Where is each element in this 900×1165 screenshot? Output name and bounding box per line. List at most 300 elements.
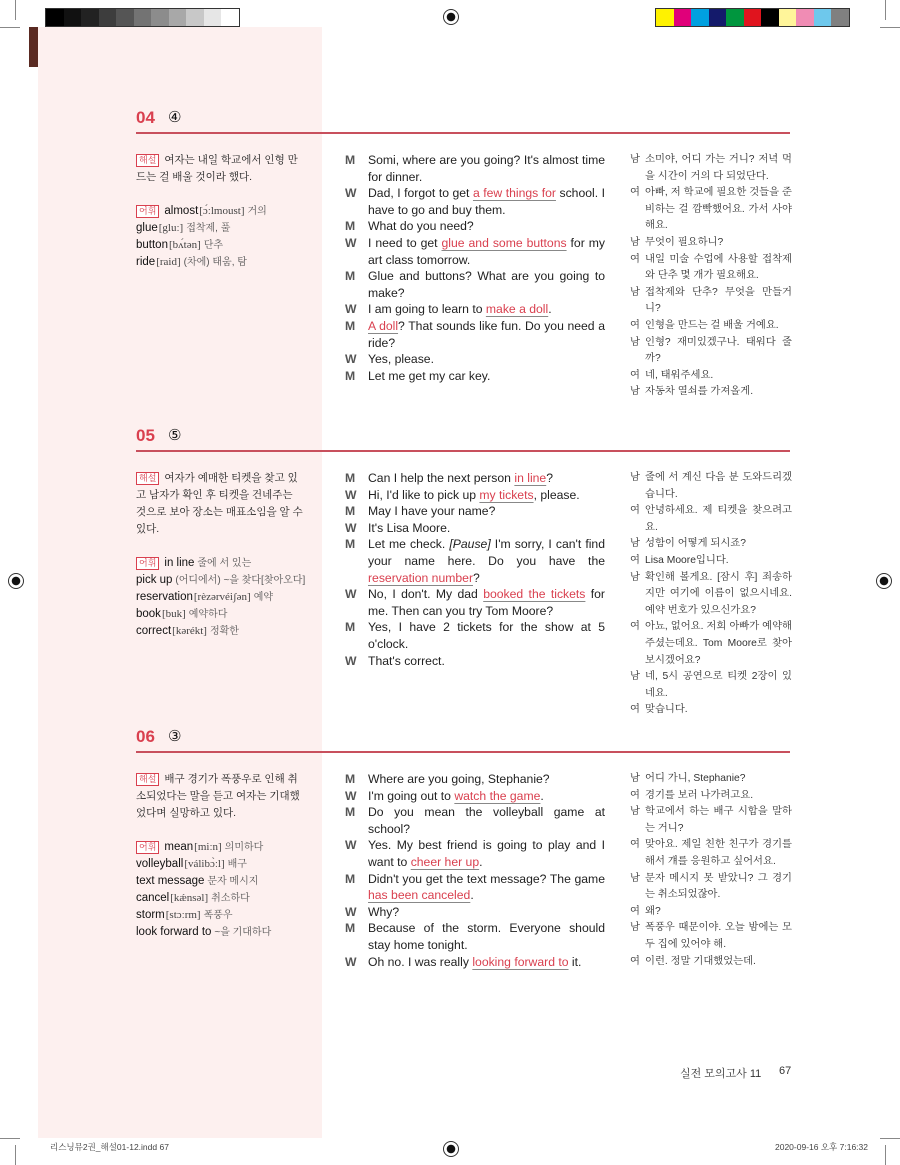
slug-filename: 리스닝뮤2권_해설01-12.indd 67 bbox=[50, 1142, 169, 1152]
vocab-word: correct bbox=[136, 625, 172, 637]
dialog-segment: Somi, where are you going? It's almost time for dinner. bbox=[368, 153, 605, 184]
grayscale-color-bar bbox=[45, 8, 240, 27]
translation-line bbox=[630, 368, 792, 385]
dialog-text bbox=[368, 871, 605, 904]
translation-line bbox=[630, 804, 792, 837]
translation-text: 아빠, 저 학교에 필요한 것들을 준비하는 걸 깜빡했어요. 가서 사야 해요. bbox=[645, 187, 792, 232]
color-swatch bbox=[814, 9, 832, 26]
vocab-word: pick up bbox=[136, 574, 173, 586]
crop-mark bbox=[0, 27, 20, 28]
vocab-item bbox=[136, 237, 304, 254]
vocab-meaning: (차에) 태움, 탐 bbox=[183, 257, 247, 268]
dialog-text bbox=[368, 788, 605, 805]
dialog-segment: it. bbox=[568, 954, 582, 969]
question-number: 06 bbox=[136, 727, 155, 746]
translation-text: 소미야, 어디 가는 거니? 저녁 먹을 시간이 거의 다 되었단다. bbox=[645, 154, 792, 182]
vocab-meaning: 예약하다 bbox=[188, 609, 228, 620]
vocab-item bbox=[136, 623, 304, 640]
dialog-text bbox=[368, 771, 605, 788]
answer-choice: ③ bbox=[168, 728, 182, 745]
dialog-text bbox=[368, 503, 605, 520]
speaker-label-korean: 여 bbox=[630, 369, 640, 381]
dialog-text bbox=[368, 653, 605, 670]
dialog-line bbox=[345, 487, 605, 504]
vocab-meaning: ~을 기대하다 bbox=[214, 927, 272, 938]
vocab-meaning: 줄에 서 있는 bbox=[197, 558, 252, 569]
explanation-text bbox=[136, 470, 304, 538]
vocab-word: in line bbox=[164, 557, 195, 569]
color-swatch bbox=[64, 9, 82, 26]
speaker-label-korean: 여 bbox=[630, 505, 640, 517]
speaker-label: W bbox=[345, 186, 357, 201]
color-swatch bbox=[46, 9, 64, 26]
slug-datetime: 2020-09-16 오후 7:16:32 bbox=[775, 1142, 868, 1152]
vocab-meaning: 단추 bbox=[203, 240, 224, 251]
dialog-text bbox=[368, 185, 605, 218]
dialog-line bbox=[345, 351, 605, 368]
dialog-line bbox=[345, 837, 605, 870]
dialog-line bbox=[345, 301, 605, 318]
translation-text: 이런. 정말 기대했었는데. bbox=[645, 955, 756, 967]
speaker-label: M bbox=[345, 805, 356, 820]
vocab-word: look forward to bbox=[136, 926, 212, 938]
color-swatch bbox=[204, 9, 222, 26]
vocab-word: volleyball bbox=[136, 858, 184, 870]
question-number: 05 bbox=[136, 426, 155, 445]
color-swatch bbox=[151, 9, 169, 26]
vocab-pronunciation: [raid] bbox=[156, 256, 181, 268]
speaker-label-korean: 남 bbox=[630, 286, 640, 298]
vocab-word: almost bbox=[164, 205, 199, 217]
speaker-label: W bbox=[345, 302, 357, 317]
vocab-item bbox=[136, 606, 304, 623]
vocab-pronunciation: [gluː] bbox=[158, 222, 184, 234]
dialog-line bbox=[345, 920, 605, 953]
color-swatch bbox=[709, 9, 727, 26]
speaker-label-korean: 여 bbox=[630, 187, 640, 199]
translation-line bbox=[630, 252, 792, 285]
dialog-segment: . bbox=[479, 854, 483, 869]
explanation-column bbox=[136, 470, 304, 640]
translation-line bbox=[630, 536, 792, 553]
explanation-body: 여자는 내일 학교에서 인형 만드는 걸 배울 것이라 했다. bbox=[136, 154, 298, 183]
vocab-meaning: (어디에서) ~을 찾다[찾아오다] bbox=[175, 575, 306, 586]
vocab-word: book bbox=[136, 608, 161, 620]
speaker-label: M bbox=[345, 318, 356, 333]
color-swatch bbox=[691, 9, 709, 26]
dialog-segment: I'm sorry, I can't find your name here. Do you have the bbox=[368, 537, 605, 568]
key-phrase: reservation number bbox=[368, 570, 473, 585]
color-swatch bbox=[656, 9, 674, 26]
registration-mark-icon bbox=[443, 1141, 459, 1157]
vocab-meaning: 의미하다 bbox=[224, 842, 264, 853]
spacer bbox=[136, 186, 304, 203]
vocab-item bbox=[136, 873, 304, 890]
speaker-label-korean: 여 bbox=[630, 319, 640, 331]
dialog-segment: Oh no. I was really bbox=[368, 954, 473, 969]
speaker-label-korean: 남 bbox=[630, 472, 640, 483]
speaker-label-korean: 남 bbox=[630, 671, 640, 683]
dialog-segment: Do you mean the volleyball game at school? bbox=[368, 805, 605, 836]
key-phrase: in line bbox=[514, 471, 547, 485]
key-phrase: A doll bbox=[368, 318, 399, 333]
dialog-segment: for my art class tomorrow. bbox=[368, 235, 605, 267]
dialog-line bbox=[345, 871, 605, 904]
dialog-text bbox=[368, 301, 605, 318]
color-swatch bbox=[779, 9, 797, 26]
vocab-item bbox=[136, 203, 304, 220]
korean-translation bbox=[630, 771, 792, 970]
translation-text: 학교에서 하는 배구 시합을 말하는 거니? bbox=[645, 806, 792, 834]
page-spine-mark bbox=[29, 27, 38, 67]
dialog-line bbox=[345, 152, 605, 185]
color-swatch bbox=[99, 9, 117, 26]
vocab-pronunciation: [ɔ́ːlmoust] bbox=[199, 205, 245, 217]
dialog-line bbox=[345, 804, 605, 837]
translation-line bbox=[630, 771, 792, 788]
vocab-meaning: 폭풍우 bbox=[203, 910, 233, 921]
dialog-segment: , please. bbox=[533, 487, 580, 502]
vocab-item bbox=[136, 572, 304, 589]
vocab-word: reservation bbox=[136, 591, 193, 603]
vocab-item bbox=[136, 589, 304, 606]
translation-line bbox=[630, 570, 792, 620]
cmyk-color-bar bbox=[655, 8, 850, 27]
vocab-word: glue bbox=[136, 222, 158, 234]
vocab-meaning: 문자 메시지 bbox=[207, 876, 259, 887]
key-phrase: make a doll bbox=[485, 302, 549, 317]
speaker-label-korean: 남 bbox=[630, 806, 640, 818]
translation-line bbox=[630, 837, 792, 870]
vocab-meaning: 거의 bbox=[247, 206, 267, 217]
explanation-body: 여자가 예매한 티켓을 찾고 있고 남자가 확인 후 티켓을 건네주는 것으로 보아 장소는 매표소임을 알 수 있다. bbox=[136, 472, 303, 535]
vocab-word: ride bbox=[136, 256, 156, 268]
speaker-label-korean: 남 bbox=[630, 336, 640, 348]
vocab-pronunciation: [kǽnsəl] bbox=[170, 892, 209, 904]
explanation-tag: 해설 bbox=[136, 472, 159, 485]
dialog-segment: Yes. My best friend is going to play and I want to bbox=[368, 838, 605, 869]
dialog-segment: No, I don't. My dad bbox=[368, 587, 484, 602]
translation-text: 문자 메시지 못 받았니? 그 경기는 취소되었잖아. bbox=[645, 872, 792, 901]
crop-mark bbox=[885, 1145, 886, 1165]
key-phrase: watch the game bbox=[454, 788, 541, 803]
translation-line bbox=[630, 384, 792, 401]
dialog-segment: Didn't you get the text message? The game bbox=[368, 871, 605, 886]
dialog-text bbox=[368, 536, 605, 586]
dialog-segment: ? That sounds like fun. Do you need a ride? bbox=[368, 318, 605, 350]
color-swatch bbox=[186, 9, 204, 26]
speaker-label: W bbox=[345, 838, 357, 853]
crop-mark bbox=[15, 0, 16, 20]
dialog-segment: school. I have to go and buy them. bbox=[368, 186, 605, 217]
vocab-word: cancel bbox=[136, 892, 170, 904]
vocab-item bbox=[136, 220, 304, 237]
dialog-segment: [Pause] bbox=[449, 537, 491, 552]
translation-text: 네, 5시 공연으로 티켓 2장이 있네요. bbox=[645, 671, 792, 699]
key-phrase: cheer her up bbox=[410, 854, 480, 869]
registration-mark-icon bbox=[443, 9, 459, 25]
translation-line bbox=[630, 669, 792, 702]
color-swatch bbox=[831, 9, 849, 26]
dialog-segment: . bbox=[540, 788, 544, 803]
dialog-line bbox=[345, 368, 605, 385]
translation-line bbox=[630, 152, 792, 185]
crop-mark bbox=[880, 27, 900, 28]
explanation-tag: 해설 bbox=[136, 773, 159, 786]
translation-text: 성함이 어떻게 되시죠? bbox=[645, 538, 746, 550]
explanation-text bbox=[136, 771, 304, 822]
speaker-label: W bbox=[345, 352, 357, 367]
translation-line bbox=[630, 619, 792, 669]
dialog-text bbox=[368, 619, 605, 652]
translation-line bbox=[630, 553, 792, 570]
dialog-text bbox=[368, 351, 605, 368]
dialog-segment: That's correct. bbox=[368, 653, 445, 668]
translation-text: 아뇨, 없어요. 저희 아빠가 예약해 주셨는데요. Tom Moore로 찾아보시겠어요? bbox=[645, 621, 792, 666]
crop-mark bbox=[880, 1138, 900, 1139]
dialog-text bbox=[368, 954, 605, 971]
dialog-segment: Let me check. bbox=[368, 537, 450, 552]
speaker-label: W bbox=[345, 587, 357, 602]
dialog-text bbox=[368, 837, 605, 870]
vocab-pronunciation: [buk] bbox=[161, 608, 186, 620]
speaker-label-korean: 여 bbox=[630, 621, 640, 633]
korean-translation bbox=[630, 152, 792, 401]
key-phrase: a few things for bbox=[472, 186, 556, 201]
vocab-item bbox=[136, 839, 304, 856]
translation-line bbox=[630, 185, 792, 235]
speaker-label-korean: 여 bbox=[630, 253, 640, 265]
speaker-label: M bbox=[345, 772, 356, 786]
dialog-text bbox=[368, 586, 605, 619]
translation-line bbox=[630, 318, 792, 335]
section-header bbox=[136, 727, 790, 753]
key-phrase: looking forward to bbox=[472, 954, 569, 969]
speaker-label-korean: 여 bbox=[630, 839, 640, 851]
explanation-body: 배구 경기가 폭풍우로 인해 취소되었다는 말을 듣고 여자는 기대했었다며 실망하고 있다. bbox=[136, 773, 300, 819]
translation-text: 경기를 보러 나가려고요. bbox=[645, 789, 754, 801]
speaker-label-korean: 남 bbox=[630, 236, 640, 248]
dialog-text bbox=[368, 318, 605, 351]
translation-text: 안녕하세요. 제 티켓을 찾으려고요. bbox=[645, 505, 792, 533]
vocab-pronunciation: [miːn] bbox=[194, 841, 222, 853]
vocab-meaning: 정확한 bbox=[209, 626, 239, 637]
color-swatch bbox=[761, 9, 779, 26]
vocab-item bbox=[136, 890, 304, 907]
speaker-label: M bbox=[345, 153, 356, 167]
speaker-label: M bbox=[345, 368, 356, 383]
dialog-segment: Glue and buttons? What are you going to make? bbox=[368, 269, 605, 300]
dialog-text bbox=[368, 520, 605, 537]
dialog-line bbox=[345, 619, 605, 652]
translation-line bbox=[630, 285, 792, 318]
dialog-segment: Because of the storm. Everyone should stay home tonight. bbox=[368, 921, 605, 952]
dialog-line bbox=[345, 268, 605, 301]
dialog-line bbox=[345, 536, 605, 586]
speaker-label-korean: 여 bbox=[630, 554, 640, 566]
vocab-word: text message bbox=[136, 875, 205, 887]
color-swatch bbox=[134, 9, 152, 26]
dialog-line bbox=[345, 470, 605, 487]
dialog-segment: ? bbox=[546, 471, 553, 485]
speaker-label: M bbox=[345, 921, 356, 936]
dialog-segment: Why? bbox=[368, 904, 400, 919]
dialog-line bbox=[345, 235, 605, 268]
dialog-segment: Hi, I'd like to pick up bbox=[368, 487, 480, 502]
vocab-tag: 어휘 bbox=[136, 841, 159, 854]
translation-text: 인형을 만드는 걸 배울 거예요. bbox=[645, 319, 779, 331]
answer-choice: ④ bbox=[168, 109, 182, 126]
page-number: 67 bbox=[779, 1065, 792, 1077]
dialog-text bbox=[368, 368, 605, 385]
english-dialog bbox=[345, 152, 605, 384]
dialog-line bbox=[345, 954, 605, 971]
translation-line bbox=[630, 954, 792, 971]
translation-text: 네, 태워주세요. bbox=[645, 369, 714, 381]
key-phrase: glue and some buttons bbox=[441, 235, 567, 250]
speaker-label: M bbox=[345, 504, 356, 519]
speaker-label-korean: 여 bbox=[630, 704, 640, 716]
translation-text: 내일 미술 수업에 사용할 접착제와 단추 몇 개가 필요해요. bbox=[645, 253, 792, 282]
dialog-line bbox=[345, 185, 605, 218]
dialog-text bbox=[368, 470, 605, 487]
color-swatch bbox=[221, 9, 239, 26]
key-phrase: booked the tickets bbox=[483, 587, 586, 602]
translation-line bbox=[630, 335, 792, 368]
dialog-segment: It's Lisa Moore. bbox=[368, 520, 451, 535]
speaker-label-korean: 남 bbox=[630, 386, 640, 398]
speaker-label: M bbox=[345, 620, 356, 635]
dialog-segment: I need to get bbox=[368, 235, 442, 250]
dialog-segment: . bbox=[470, 888, 474, 903]
vocab-item bbox=[136, 254, 304, 271]
translation-line bbox=[630, 235, 792, 252]
dialog-text bbox=[368, 152, 605, 185]
speaker-label-korean: 남 bbox=[630, 872, 640, 884]
translation-line bbox=[630, 871, 792, 904]
speaker-label: W bbox=[345, 520, 357, 535]
translation-text: 맞습니다. bbox=[645, 704, 688, 716]
speaker-label-korean: 남 bbox=[630, 154, 640, 165]
dialog-line bbox=[345, 653, 605, 670]
vocab-pronunciation: [rèzərvéiʃən] bbox=[193, 591, 251, 603]
color-swatch bbox=[744, 9, 762, 26]
vocab-tag: 어휘 bbox=[136, 557, 159, 570]
vocab-word: mean bbox=[164, 841, 194, 853]
translation-text: 확인해 볼게요. [잠시 후] 죄송하지만 여기에 이름이 없으시네요. 예약 번호가 있으신가요? bbox=[645, 571, 792, 616]
crop-mark bbox=[15, 1145, 16, 1165]
footer-test-title: 실전 모의고사 11 bbox=[680, 1068, 762, 1080]
translation-text: 자동차 열쇠를 가져올게. bbox=[645, 386, 754, 398]
dialog-text bbox=[368, 920, 605, 953]
translation-text: 줄에 서 계신 다음 분 도와드리겠습니다. bbox=[645, 472, 792, 500]
dialog-segment: I am going to learn to bbox=[368, 302, 486, 317]
speaker-label-korean: 여 bbox=[630, 955, 640, 967]
translation-line bbox=[630, 788, 792, 805]
vocab-word: button bbox=[136, 239, 168, 251]
translation-line bbox=[630, 470, 792, 503]
dialog-segment: Dad, I forgot to get bbox=[368, 186, 473, 201]
translation-text: 폭풍우 때문이야. 오늘 밤에는 모두 집에 있어야 해. bbox=[645, 922, 792, 950]
speaker-label-korean: 남 bbox=[630, 571, 640, 583]
vocab-meaning: 예약 bbox=[253, 592, 274, 603]
vocab-meaning: 취소하다 bbox=[211, 893, 250, 904]
vocab-pronunciation: [válibɔ̀ːl] bbox=[184, 858, 225, 870]
vocab-tag: 어휘 bbox=[136, 205, 159, 218]
dialog-line bbox=[345, 771, 605, 788]
dialog-text bbox=[368, 218, 605, 235]
dialog-line bbox=[345, 788, 605, 805]
vocab-item bbox=[136, 924, 304, 941]
dialog-line bbox=[345, 318, 605, 351]
dialog-segment: Let me get my car key. bbox=[368, 368, 491, 383]
dialog-segment: for me. Then can you try Tom Moore? bbox=[368, 587, 605, 618]
registration-mark-icon bbox=[8, 573, 24, 589]
english-dialog bbox=[345, 771, 605, 970]
speaker-label: M bbox=[345, 471, 356, 485]
dialog-segment: Where are you going, Stephanie? bbox=[368, 772, 550, 786]
vocab-meaning: 접착제, 풀 bbox=[186, 223, 231, 234]
dialog-line bbox=[345, 503, 605, 520]
vocab-pronunciation: [bʌ́tən] bbox=[168, 239, 201, 251]
vocab-pronunciation: [kərékt] bbox=[172, 625, 207, 637]
key-phrase: has been canceled bbox=[368, 888, 471, 903]
speaker-label: W bbox=[345, 653, 357, 668]
color-swatch bbox=[116, 9, 134, 26]
speaker-label: M bbox=[345, 269, 356, 284]
crop-mark bbox=[0, 1138, 20, 1139]
explanation-tag: 해설 bbox=[136, 154, 159, 167]
section-header bbox=[136, 426, 790, 452]
vocab-meaning: 배구 bbox=[227, 859, 247, 870]
color-swatch bbox=[169, 9, 187, 26]
explanation-column bbox=[136, 771, 304, 941]
speaker-label-korean: 여 bbox=[630, 789, 640, 801]
registration-mark-icon bbox=[876, 573, 892, 589]
spacer bbox=[136, 538, 304, 555]
question-number: 04 bbox=[136, 108, 155, 127]
dialog-line bbox=[345, 520, 605, 537]
dialog-line bbox=[345, 586, 605, 619]
dialog-text bbox=[368, 487, 605, 504]
speaker-label-korean: 남 bbox=[630, 773, 640, 784]
speaker-label: W bbox=[345, 788, 357, 803]
translation-line bbox=[630, 702, 792, 719]
dialog-segment: ? bbox=[473, 570, 480, 585]
section-header bbox=[136, 108, 790, 134]
speaker-label: M bbox=[345, 219, 356, 234]
answer-choice: ⑤ bbox=[168, 427, 182, 444]
vocab-item bbox=[136, 907, 304, 924]
dialog-segment: Can I help the next person bbox=[368, 471, 515, 485]
dialog-text bbox=[368, 268, 605, 301]
dialog-line bbox=[345, 218, 605, 235]
key-phrase: my tickets bbox=[479, 487, 534, 502]
translation-text: 접착제와 단추? 무엇을 만들거니? bbox=[645, 286, 792, 315]
dialog-text bbox=[368, 904, 605, 921]
dialog-segment: I'm going out to bbox=[368, 788, 455, 803]
speaker-label-korean: 남 bbox=[630, 922, 640, 934]
translation-text: 어디 가니, Stephanie? bbox=[645, 773, 746, 784]
english-dialog bbox=[345, 470, 605, 669]
vocab-pronunciation: [stɔːrm] bbox=[165, 909, 201, 921]
vocab-word: storm bbox=[136, 909, 165, 921]
translation-text: 왜? bbox=[645, 905, 661, 917]
speaker-label: W bbox=[345, 487, 357, 502]
color-swatch bbox=[726, 9, 744, 26]
dialog-segment: Yes, please. bbox=[368, 352, 434, 367]
vocab-item bbox=[136, 555, 304, 572]
